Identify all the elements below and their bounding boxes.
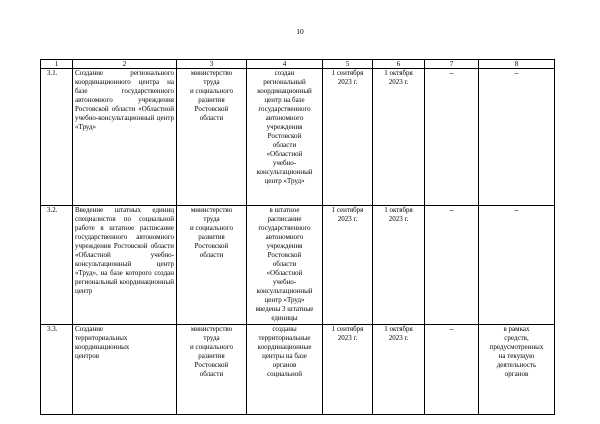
start-date: 1 сентября 2023 г. bbox=[323, 69, 373, 206]
header-cell: 8 bbox=[479, 60, 555, 69]
header-cell: 4 bbox=[247, 60, 323, 69]
result: созданы территориальные координационные центры на базе органов социальной bbox=[247, 325, 323, 415]
table-row bbox=[41, 69, 555, 206]
activity-title: Создание регионального координационного центра на базе государственного автономного учреждения Ростовской области «Областной учебно-консультационный центр «Труд» bbox=[73, 69, 177, 206]
col7-value: – bbox=[425, 69, 479, 206]
row-number: 3.1. bbox=[41, 69, 73, 206]
header-cell: 1 bbox=[41, 60, 73, 69]
row-number: 3.2. bbox=[41, 206, 73, 325]
end-date: 1 октября 2023 г. bbox=[373, 206, 425, 325]
header-row bbox=[41, 60, 555, 69]
col8-value: – bbox=[479, 206, 555, 325]
result: создан региональный координационный центр на базе государственного автономного учреждения Ростовской области «Областной учебно- консультационный центр «Труд» bbox=[247, 69, 323, 206]
start-date: 1 сентября 2023 г. bbox=[323, 206, 373, 325]
col7-value: – bbox=[425, 206, 479, 325]
header-cell: 5 bbox=[323, 60, 373, 69]
col8-value: – bbox=[479, 69, 555, 206]
page-number: 10 bbox=[296, 27, 304, 36]
activity-title: Введение штатных единиц специалистов по социальной работе в штатное расписание государственного автономного учреждения Ростовской области «Областной учебно-консультационный центр «Труд», на базе которого создан региональный координационный центр bbox=[73, 206, 177, 325]
activity-title: Создание территориальных координационных центров bbox=[73, 325, 177, 415]
table-row bbox=[41, 206, 555, 325]
end-date: 1 октября 2023 г. bbox=[373, 325, 425, 415]
col7-value: – bbox=[425, 325, 479, 415]
executor: министерство труда и социального развития Ростовской области bbox=[177, 325, 247, 415]
start-date: 1 сентября 2023 г. bbox=[323, 325, 373, 415]
header-cell: 7 bbox=[425, 60, 479, 69]
header-cell: 3 bbox=[177, 60, 247, 69]
executor: министерство труда и социального развития Ростовской области bbox=[177, 69, 247, 206]
header-cell: 2 bbox=[73, 60, 177, 69]
table-row bbox=[41, 325, 555, 415]
executor: министерство труда и социального развития Ростовской области bbox=[177, 206, 247, 325]
result: в штатное расписание государственного автономного учреждения Ростовской области «Областной учебно- консультационный центр «Труд» введены 3 штатные единицы bbox=[247, 206, 323, 325]
row-number: 3.3. bbox=[41, 325, 73, 415]
col8-value: в рамках средств, предусмотренных на текущую деятельность органов bbox=[479, 325, 555, 415]
header-cell: 6 bbox=[373, 60, 425, 69]
plan-table bbox=[40, 59, 555, 415]
end-date: 1 октября 2023 г. bbox=[373, 69, 425, 206]
